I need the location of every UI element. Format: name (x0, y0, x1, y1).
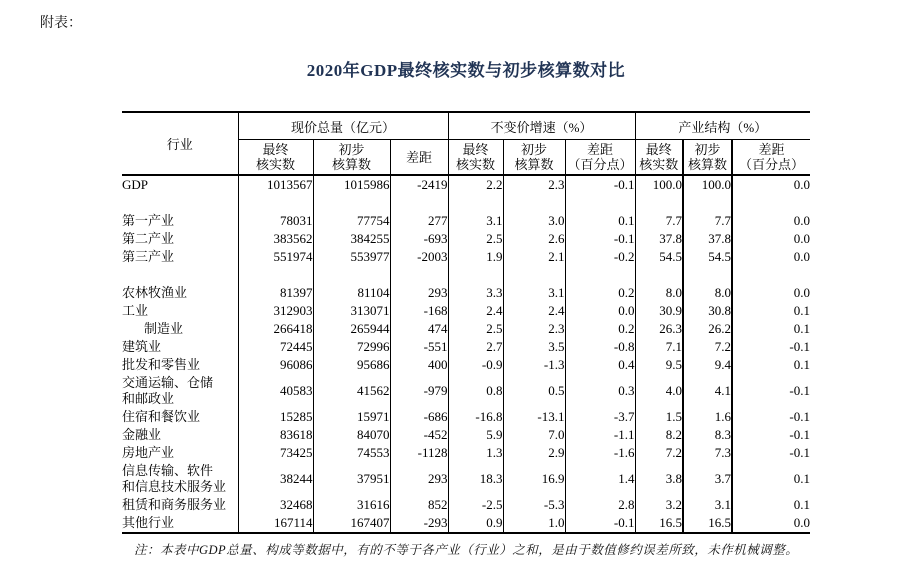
spacer-row (122, 194, 810, 212)
cell-value: 32468 (238, 496, 313, 514)
cell-value: -686 (390, 408, 448, 426)
row-label: 其他行业 (122, 515, 175, 530)
cell-value: 852 (390, 496, 448, 514)
cell-value: 383562 (238, 230, 313, 248)
cell-value: -3.7 (565, 408, 635, 426)
cell-value: 8.0 (683, 284, 732, 302)
table-row (122, 248, 810, 266)
cell-value: 38244 (238, 462, 313, 496)
cell-value: 312903 (238, 302, 313, 320)
column-header-industry: 行业 (122, 112, 238, 175)
cell-value: 3.5 (503, 338, 565, 356)
cell-value: 7.1 (635, 338, 683, 356)
cell-value (732, 194, 810, 212)
table-row (122, 374, 810, 408)
cell-value: 7.7 (635, 212, 683, 230)
cell-value: 18.3 (448, 462, 503, 496)
cell-value (390, 194, 448, 212)
cell-value: 2.4 (448, 302, 503, 320)
cell-value: 3.1 (683, 496, 732, 514)
cell-value: 95686 (313, 356, 390, 374)
cell-value: 0.1 (565, 212, 635, 230)
cell-value: 78031 (238, 212, 313, 230)
cell-value: -0.2 (565, 248, 635, 266)
table-row (122, 426, 810, 444)
cell-value: 551974 (238, 248, 313, 266)
row-label: 第三产业 (122, 249, 175, 264)
cell-value: -1.3 (503, 356, 565, 374)
cell-value: 0.2 (565, 320, 635, 338)
cell-value: 8.0 (635, 284, 683, 302)
appendix-label: 附表： (40, 16, 82, 31)
cell-value: 7.3 (683, 444, 732, 462)
cell-value: -0.1 (732, 426, 810, 444)
cell-value: 0.0 (732, 175, 810, 194)
cell-value: 0.0 (732, 212, 810, 230)
cell-value: 16.5 (635, 514, 683, 533)
row-label: 住宿和餐饮业 (122, 409, 201, 424)
cell-value (238, 266, 313, 284)
cell-value: 3.1 (503, 284, 565, 302)
row-label: 农林牧渔业 (122, 285, 188, 300)
cell-value: 37951 (313, 462, 390, 496)
cell-value: 0.1 (732, 356, 810, 374)
gdp-comparison-table (122, 111, 810, 534)
table-row (122, 230, 810, 248)
cell-value: 41562 (313, 374, 390, 408)
cell-value: -0.1 (732, 444, 810, 462)
cell-value: 3.3 (448, 284, 503, 302)
cell-value: 0.2 (565, 284, 635, 302)
cell-value: 553977 (313, 248, 390, 266)
table-row (122, 514, 810, 533)
cell-value: 3.2 (635, 496, 683, 514)
cell-value: 77754 (313, 212, 390, 230)
table-row (122, 212, 810, 230)
column-subheader: 差距 (390, 140, 448, 176)
cell-value: 0.1 (732, 496, 810, 514)
row-label: 金融业 (122, 427, 162, 442)
cell-value: 37.8 (683, 230, 732, 248)
spacer-row (122, 266, 810, 284)
column-group-constant-price-growth: 不变价增速（%） (448, 112, 635, 140)
cell-value: 0.5 (503, 374, 565, 408)
cell-value: 2.4 (503, 302, 565, 320)
row-label: 信息传输、软件 和信息技术服务业 (122, 463, 227, 494)
cell-value: 265944 (313, 320, 390, 338)
cell-value: 96086 (238, 356, 313, 374)
table-row (122, 356, 810, 374)
column-subheader: 初步 核算数 (503, 140, 565, 176)
cell-value: 400 (390, 356, 448, 374)
cell-value: 1.0 (503, 514, 565, 533)
cell-value (565, 194, 635, 212)
cell-value: 3.1 (448, 212, 503, 230)
cell-value (313, 266, 390, 284)
cell-value: -0.1 (565, 230, 635, 248)
table-row (122, 462, 810, 496)
table-row (122, 408, 810, 426)
cell-value: 37.8 (635, 230, 683, 248)
cell-value: 2.1 (503, 248, 565, 266)
cell-value: 266418 (238, 320, 313, 338)
table-row (122, 284, 810, 302)
cell-value: -0.9 (448, 356, 503, 374)
row-label: 交通运输、仓储 和邮政业 (122, 375, 214, 406)
cell-value (565, 266, 635, 284)
cell-value: 3.0 (503, 212, 565, 230)
cell-value: -1.6 (565, 444, 635, 462)
cell-value: 1.6 (683, 408, 732, 426)
cell-value: 100.0 (635, 175, 683, 194)
cell-value: 2.7 (448, 338, 503, 356)
cell-value: 2.8 (565, 496, 635, 514)
cell-value: -551 (390, 338, 448, 356)
row-label: GDP (122, 177, 149, 192)
column-group-industry-structure: 产业结构（%） (635, 112, 810, 140)
cell-value: 31616 (313, 496, 390, 514)
cell-value: 4.1 (683, 374, 732, 408)
cell-value: 293 (390, 462, 448, 496)
cell-value (635, 266, 683, 284)
cell-value: -13.1 (503, 408, 565, 426)
cell-value: 100.0 (683, 175, 732, 194)
cell-value: -1128 (390, 444, 448, 462)
row-label: 批发和零售业 (122, 357, 201, 372)
row-label: 租赁和商务服务业 (122, 497, 227, 512)
cell-value (732, 266, 810, 284)
column-subheader: 最终 核实数 (238, 140, 313, 176)
cell-value: 54.5 (683, 248, 732, 266)
cell-value: -0.8 (565, 338, 635, 356)
cell-value: 0.0 (732, 514, 810, 533)
cell-value: 7.2 (683, 338, 732, 356)
cell-value: 15971 (313, 408, 390, 426)
cell-value: 16.9 (503, 462, 565, 496)
cell-value: -293 (390, 514, 448, 533)
cell-value: 1013567 (238, 175, 313, 194)
cell-value (448, 266, 503, 284)
cell-value: 7.0 (503, 426, 565, 444)
cell-value: 0.1 (732, 302, 810, 320)
cell-value (390, 266, 448, 284)
cell-value: 0.9 (448, 514, 503, 533)
table-title: 2020年GDP最终核实数与初步核算数对比 (306, 61, 626, 80)
cell-value: 1.4 (565, 462, 635, 496)
cell-value: 16.5 (683, 514, 732, 533)
cell-value: 1.9 (448, 248, 503, 266)
cell-value: -5.3 (503, 496, 565, 514)
cell-value: 81104 (313, 284, 390, 302)
cell-value: -2003 (390, 248, 448, 266)
column-group-current-price-total: 现价总量（亿元） (238, 112, 448, 140)
group-header-row (122, 112, 810, 140)
cell-value: 9.4 (683, 356, 732, 374)
column-subheader: 差距 （百分点） (565, 140, 635, 176)
cell-value: 0.1 (732, 320, 810, 338)
column-subheader: 初步 核算数 (313, 140, 390, 176)
cell-value: 0.4 (565, 356, 635, 374)
cell-value: 384255 (313, 230, 390, 248)
cell-value: 167114 (238, 514, 313, 533)
cell-value: -979 (390, 374, 448, 408)
table-section (122, 46, 810, 558)
row-label: 第二产业 (122, 231, 175, 246)
table-footnote: 注：本表中GDP总量、构成等数据中，有的不等于各产业（行业）之和，是由于数值修约误差所致，未作机械调整。 (134, 543, 799, 557)
cell-value (313, 194, 390, 212)
cell-value: -452 (390, 426, 448, 444)
cell-value: 83618 (238, 426, 313, 444)
cell-value: 0.0 (565, 302, 635, 320)
row-label: 工业 (122, 303, 149, 318)
cell-value: 9.5 (635, 356, 683, 374)
cell-value (238, 194, 313, 212)
cell-value: 2.6 (503, 230, 565, 248)
cell-value: 2.5 (448, 230, 503, 248)
cell-value (683, 266, 732, 284)
cell-value: 3.7 (683, 462, 732, 496)
cell-value: 2.2 (448, 175, 503, 194)
column-subheader: 最终 核实数 (448, 140, 503, 176)
cell-value: 40583 (238, 374, 313, 408)
row-label: 制造业 (144, 321, 184, 336)
cell-value: 1.3 (448, 444, 503, 462)
cell-value: 1015986 (313, 175, 390, 194)
cell-value: 26.3 (635, 320, 683, 338)
cell-value: 5.9 (448, 426, 503, 444)
cell-value: 0.0 (732, 284, 810, 302)
cell-value: 72996 (313, 338, 390, 356)
cell-value: 0.8 (448, 374, 503, 408)
cell-value: -2419 (390, 175, 448, 194)
column-subheader: 最终 核实数 (635, 140, 683, 176)
column-subheader: 差距 （百分点） (732, 140, 810, 176)
cell-value: 0.0 (732, 248, 810, 266)
cell-value: 15285 (238, 408, 313, 426)
table-row (122, 320, 810, 338)
cell-value: 167407 (313, 514, 390, 533)
cell-value: 7.7 (683, 212, 732, 230)
table-row (122, 338, 810, 356)
cell-value: -168 (390, 302, 448, 320)
cell-value: 7.2 (635, 444, 683, 462)
table-row (122, 496, 810, 514)
cell-value: 26.2 (683, 320, 732, 338)
cell-value: 293 (390, 284, 448, 302)
cell-value: 0.1 (732, 462, 810, 496)
table-row (122, 175, 810, 194)
cell-value: 4.0 (635, 374, 683, 408)
table-row (122, 302, 810, 320)
cell-value: 8.2 (635, 426, 683, 444)
cell-value: 72445 (238, 338, 313, 356)
row-label (122, 194, 238, 212)
cell-value: 30.8 (683, 302, 732, 320)
cell-value: -2.5 (448, 496, 503, 514)
table-row (122, 444, 810, 462)
cell-value: 84070 (313, 426, 390, 444)
cell-value: 54.5 (635, 248, 683, 266)
cell-value (683, 194, 732, 212)
cell-value: 2.3 (503, 175, 565, 194)
cell-value: -1.1 (565, 426, 635, 444)
row-label: 第一产业 (122, 213, 175, 228)
cell-value: 30.9 (635, 302, 683, 320)
cell-value (503, 194, 565, 212)
cell-value: 81397 (238, 284, 313, 302)
cell-value: -0.1 (565, 175, 635, 194)
cell-value: 277 (390, 212, 448, 230)
row-label (122, 266, 238, 284)
cell-value: 2.9 (503, 444, 565, 462)
cell-value (448, 194, 503, 212)
cell-value: -0.1 (565, 514, 635, 533)
cell-value: -693 (390, 230, 448, 248)
cell-value: -0.1 (732, 408, 810, 426)
cell-value (503, 266, 565, 284)
cell-value: -0.1 (732, 374, 810, 408)
cell-value: -0.1 (732, 338, 810, 356)
cell-value: 474 (390, 320, 448, 338)
cell-value: 74553 (313, 444, 390, 462)
cell-value: 8.3 (683, 426, 732, 444)
row-label: 建筑业 (122, 339, 162, 354)
cell-value: 2.3 (503, 320, 565, 338)
cell-value: 0.0 (732, 230, 810, 248)
cell-value: -16.8 (448, 408, 503, 426)
cell-value: 2.5 (448, 320, 503, 338)
cell-value: 1.5 (635, 408, 683, 426)
cell-value: 313071 (313, 302, 390, 320)
cell-value: 0.3 (565, 374, 635, 408)
row-label: 房地产业 (122, 445, 175, 460)
cell-value: 73425 (238, 444, 313, 462)
cell-value: 3.8 (635, 462, 683, 496)
cell-value (635, 194, 683, 212)
column-subheader: 初步 核算数 (683, 140, 732, 176)
